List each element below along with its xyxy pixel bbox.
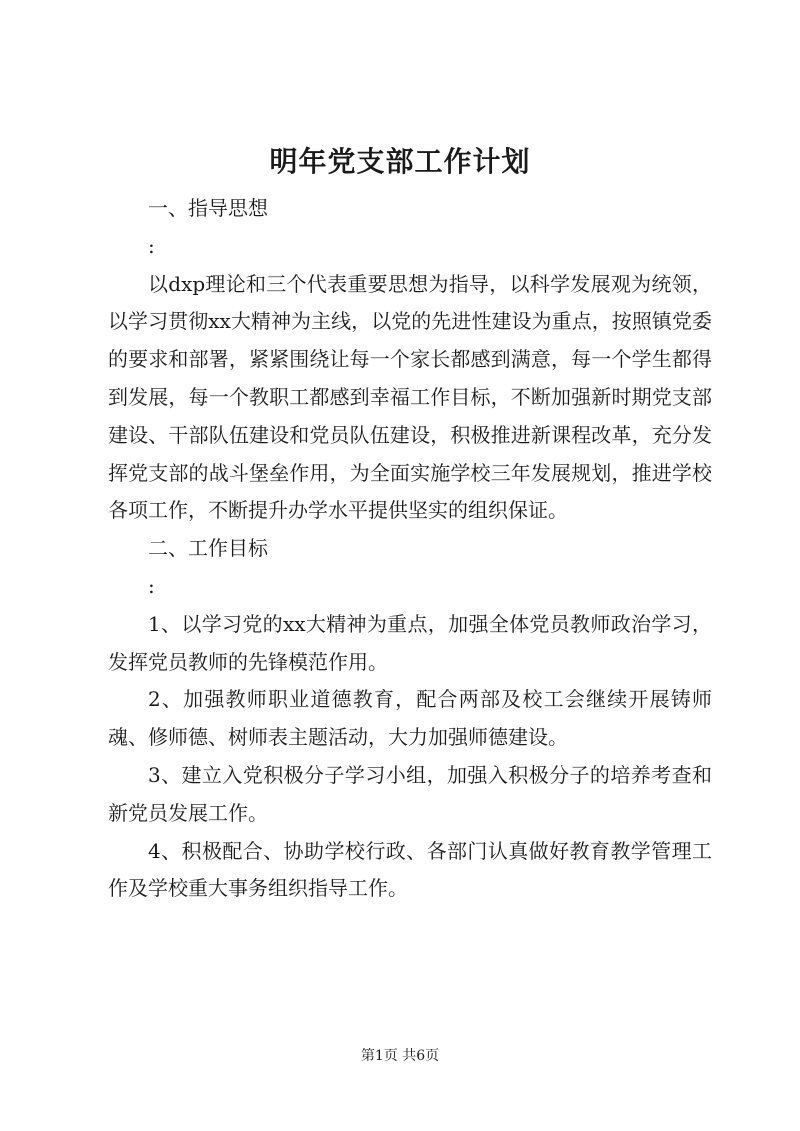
document-title: 明年党支部工作计划 <box>269 145 531 178</box>
goal-item-3: 3、建立入党积极分子学习小组，加强入积极分子的培养考查和新党员发展工作。 <box>108 762 712 825</box>
goal-item-2: 2、加强教师职业道德教育，配合两部及校工会继续开展铸师魂、修师德、树师表主题活动，大力加强师德建设。 <box>108 687 712 750</box>
goal-item-4: 4、积极配合、协助学校行政、各部门认真做好教育教学管理工作及学校重大事务组织指导工作。 <box>108 838 712 901</box>
section-heading-work-goals: 二、工作目标 <box>148 536 268 561</box>
colon-line: : <box>148 573 155 598</box>
document-body <box>108 190 712 908</box>
colon-line: : <box>148 233 155 258</box>
section-heading-guiding-thought: 一、指导思想 <box>148 196 268 220</box>
body-paragraph: 以dxp理论和三个代表重要思想为指导，以科学发展观为统领，以学习贯彻xx大精神为主线，以党的先进性建设为重点，按照镇党委的要求和部署，紧紧围绕让每一个家长都感到满意，每一个学生都得到发展，每一个教职工都感到幸福工作目标，不断加强新时期党支部建设、干部队伍建设和党员队伍建设，积极推进新课程改革，充分发挥党支部的战斗堡垒作用，为全面实施学校三年发展规划，推进学校各项工作，不断提升办学水平提供坚实的组织保证。 <box>108 271 712 523</box>
page-number-footer: 第1页 共6页 <box>360 1048 440 1064</box>
goal-item-1: 1、以学习党的xx大精神为重点，加强全体党员教师政治学习，发挥党员教师的先锋模范作用。 <box>108 611 712 674</box>
